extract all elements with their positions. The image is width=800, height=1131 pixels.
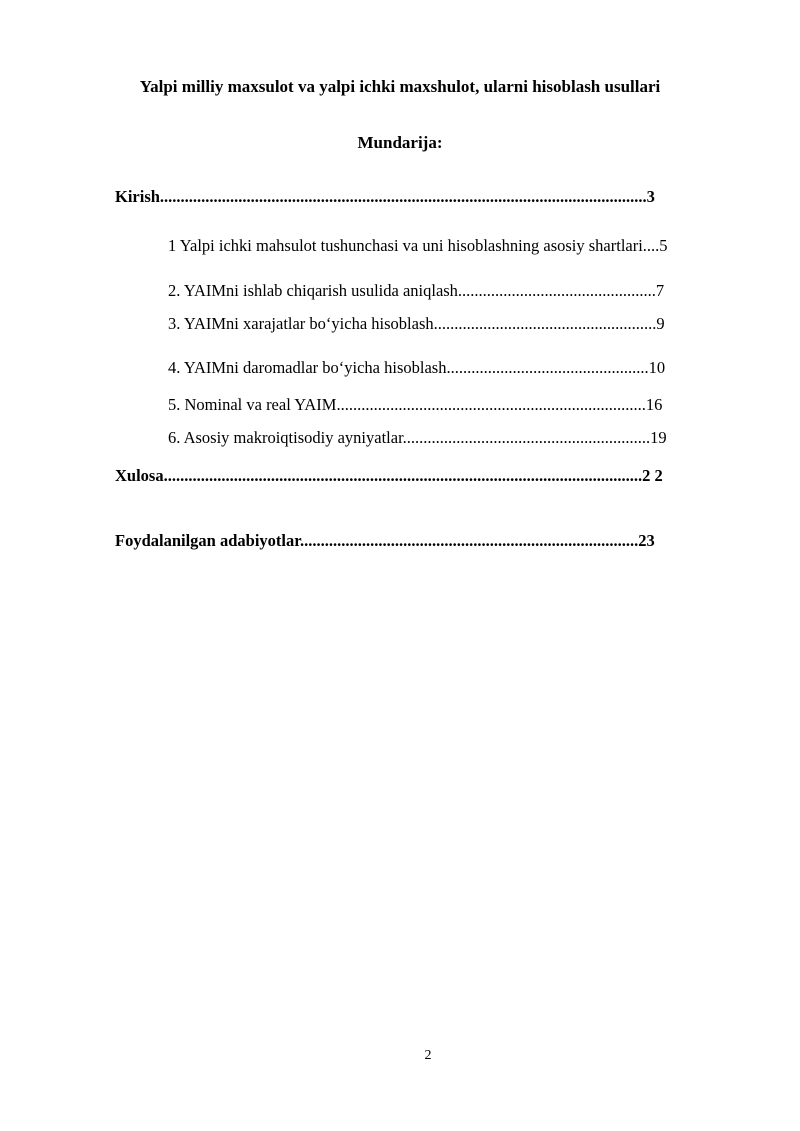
page-number: 2 bbox=[424, 1048, 432, 1063]
toc-entry-text: 6. Asosiy makroiqtisodiy ayniyatlar............................................................19 bbox=[168, 428, 667, 447]
toc-heading: Mundarija: bbox=[357, 133, 443, 152]
toc-entry-1[interactable] bbox=[168, 236, 741, 256]
toc-entry-text: Xulosa....................................................................................................................2 2 bbox=[115, 466, 663, 485]
toc-entry-text: Foydalanilgan adabiyotlar..................................................................................23 bbox=[115, 531, 655, 550]
toc-entry-2[interactable] bbox=[168, 281, 741, 301]
toc-entry-text: 3. YAIMni xarajatlar bo‘yicha hisoblash......................................................9 bbox=[168, 314, 665, 333]
toc-entry-text: 4. YAIMni daromadlar bo‘yicha hisoblash.................................................10 bbox=[168, 358, 666, 377]
toc-entry-text: 2. YAIMni ishlab chiqarish usulida aniqlash................................................7 bbox=[168, 281, 665, 300]
toc-entry-text: 1 Yalpi ichki mahsulot tushunchasi va uni hisoblashning asosiy shartlari....5 bbox=[168, 236, 668, 255]
toc-entry-6[interactable] bbox=[168, 428, 741, 448]
toc-entry-text: 5. Nominal va real YAIM...........................................................................16 bbox=[168, 395, 663, 414]
toc-entry-4[interactable] bbox=[168, 358, 741, 378]
toc-entry-kirish[interactable] bbox=[115, 187, 737, 207]
toc-entry-foydalanilgan-adabiyotlar[interactable] bbox=[115, 531, 745, 551]
document-title: Yalpi milliy maxsulot va yalpi ichki maxshulot, ularni hisoblash usullari bbox=[139, 77, 661, 96]
toc-entry-text: Kirish......................................................................................................................3 bbox=[115, 187, 655, 206]
toc-entry-5[interactable] bbox=[168, 395, 741, 415]
toc-entry-xulosa[interactable] bbox=[115, 466, 745, 514]
toc-entry-3[interactable] bbox=[168, 314, 741, 334]
